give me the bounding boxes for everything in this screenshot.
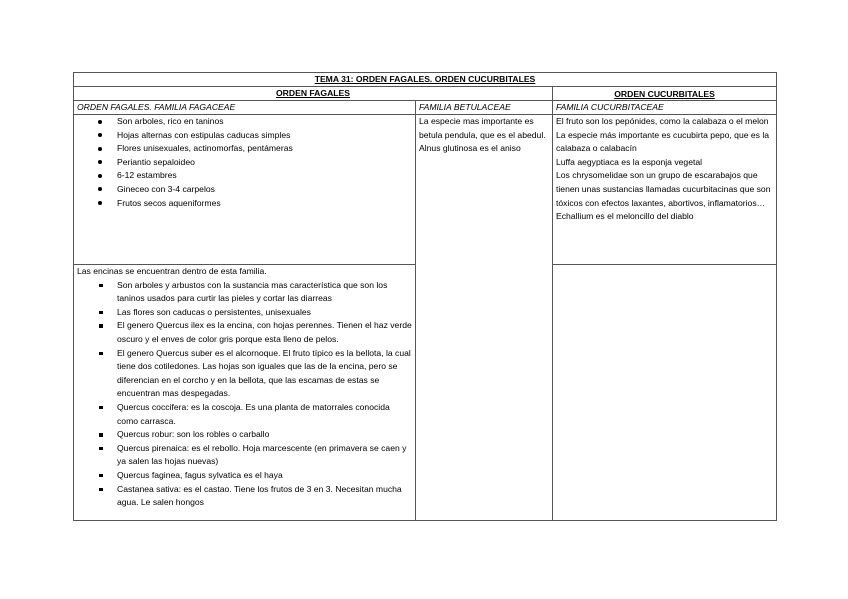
- cucurbitaceae-label: FAMILIA CUCURBITACEAE: [553, 101, 777, 115]
- betulaceae-label: FAMILIA BETULACEAE: [416, 101, 553, 115]
- fagaceae-characteristics-list: [77, 115, 412, 210]
- cucurbitaceae-line: Luffa aegyptiaca es la esponja vegetal: [556, 156, 703, 167]
- cucurbitales-heading: ORDEN CUCURBITALES: [553, 87, 777, 101]
- family-label-row: [74, 101, 777, 115]
- encinas-intro: Las encinas se encuentran dentro de esta familia.: [77, 266, 267, 276]
- cucurbitaceae-line: Echallium es el meloncillo del diablo: [556, 211, 694, 222]
- cucurbitaceae-empty-cell: [553, 265, 777, 521]
- list-item: Gineceo con 3-4 carpelos: [117, 183, 412, 197]
- list-item: Quercus robur: son los robles o carballo: [117, 428, 412, 442]
- cucurbitaceae-cell: [553, 115, 777, 265]
- list-item: Periantio sepaloideo: [117, 156, 412, 170]
- list-item: Flores unisexuales, actinomorfas, pentámeras: [117, 142, 412, 156]
- list-item: 6-12 estambres: [117, 169, 412, 183]
- list-item: Son arboles, rico en taninos: [117, 115, 412, 129]
- betulaceae-species-text: La especie mas importante es betula pendula, que es el abedul.: [419, 116, 546, 140]
- list-item: Hojas alternas con estipulas caducas simples: [117, 129, 412, 143]
- fagaceae-label: ORDEN FAGALES. FAMILIA FAGACEAE: [74, 101, 416, 115]
- list-item: Castanea sativa: es el castao. Tiene los frutos de 3 en 3. Necesitan mucha agua. Le salen hongos: [117, 483, 412, 510]
- content-row-1: [74, 115, 777, 265]
- encinas-list: [77, 279, 412, 510]
- order-heading-row: [74, 87, 777, 101]
- list-item: Quercus coccifera: es la coscoja. Es una planta de matorrales conocida como carrasca.: [117, 401, 412, 428]
- notes-table: [73, 72, 777, 521]
- list-item: Quercus faginea, fagus sylvatica es el haya: [117, 469, 412, 483]
- list-item: Son arboles y arbustos con la sustancia mas característica que son los taninos usados para curtir las pieles y cortar las diarreas: [117, 279, 412, 306]
- cucurbitaceae-line: El fruto son los pepónides, como la calabaza o el melon: [556, 116, 769, 126]
- list-item: Quercus pirenaica: es el rebollo. Hoja marcescente (en primavera se caen y ya salen las hojas nuevas): [117, 442, 412, 469]
- title-row: [74, 73, 777, 87]
- cucurbitaceae-line: Los chrysomelidae son un grupo de escarabajos que tienen unas sustancias llamadas cucurbitacinas que son tóxicos con efectos laxantes, abortivos, inflamatorios…: [556, 170, 771, 208]
- encinas-cell: [74, 265, 416, 521]
- document-title: TEMA 31: ORDEN FAGALES. ORDEN CUCURBITALES: [74, 73, 777, 87]
- list-item: El genero Quercus ilex es la encina, con hojas perennes. Tienen el haz verde oscuro y el enves de color gris porque esta lleno de pelos.: [117, 319, 412, 346]
- betulaceae-alnus-text: Alnus glutinosa es el aniso: [419, 143, 521, 154]
- betulaceae-cell: [416, 115, 553, 521]
- list-item: Frutos secos aqueniformes: [117, 197, 412, 211]
- cucurbitaceae-line: La especie más importante es cucubirta pepo, que es la calabaza o calabacín: [556, 129, 770, 154]
- list-item: El genero Quercus suber es el alcornoque. El fruto típico es la bellota, la cual tiene dos cotiledones. Las hojas son iguales que las de la encina, pero se diferencian en el corcho y en la bellota, que las escamas de estas se encuentran mas despegadas.: [117, 347, 412, 401]
- fagales-heading: ORDEN FAGALES: [74, 87, 553, 101]
- fagaceae-characteristics-cell: [74, 115, 416, 265]
- list-item: Las flores son caducas o persistentes, unisexuales: [117, 306, 412, 320]
